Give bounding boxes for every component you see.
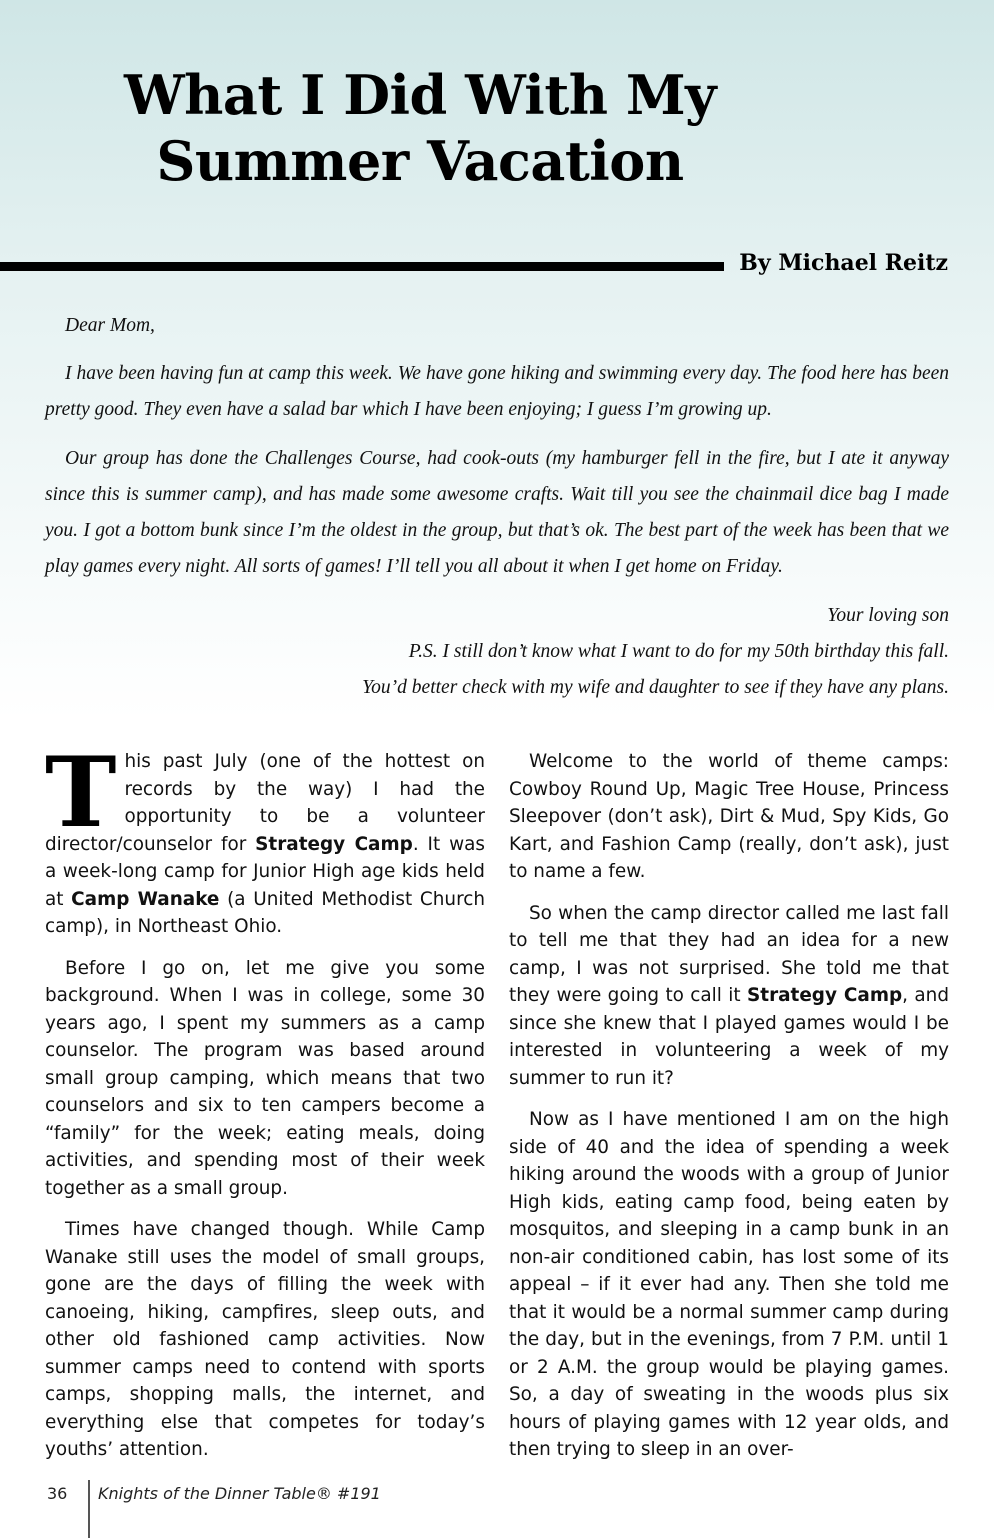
page-number: 36 xyxy=(47,1484,68,1503)
letter-greeting: Dear Mom, xyxy=(65,315,155,336)
header-rule xyxy=(0,262,724,271)
article-title xyxy=(40,62,800,194)
letter-ps-line-2: You’d better check with my wife and daughter to see if they have any plans. xyxy=(362,677,949,698)
body-paragraph-6: Now as I have mentioned I am on the high side of 40 and the idea of spending a week hiking around the woods with a group of Junior High kids, eating camp food, being eaten by mosquitos, and sleeping in a camp bunk in an non-air conditioned cabin, has lost some of its appeal – if it ever had any. Then she told me that it would be a normal summer camp during the day, but in the evenings, from 7 P.M. until 1 or 2 A.M. the group would be playing games. So, a day of sweating in the woods plus six hours of playing games with 12 year olds, and then trying to sleep in an over- xyxy=(509,1109,949,1460)
letter-paragraph-2: Our group has done the Challenges Course, had cook-outs (my hamburger fell in the fire, but I ate it anyway since this is summer camp), and has made some awesome crafts. Wait till you see the chainmail dice bag I made you. I got a bottom bunk since I’m the oldest in the group, but that’s ok. The best part of the week has been that we play games every night. All sorts of games! I’ll tell you all about it when I get home on Friday. xyxy=(45,448,949,577)
body-paragraph-4: Welcome to the world of theme camps: Cowboy Round Up, Magic Tree House, Princess Sleepover (don’t ask), Dirt & Mud, Spy Kids, Go Kart, and Fashion Camp (really, don’t ask), just to name a few. xyxy=(509,751,949,882)
body-paragraph-5: So when the camp director called me last fall to tell me that they had an idea for a new camp, I was not surprised. She told me that they were going to call it Strategy Camp, and since she knew that I played games would I be interested in volunteering a week of my summer to run it? xyxy=(509,902,949,1089)
title-line-2: Summer Vacation xyxy=(156,129,684,193)
letter-block xyxy=(45,308,949,706)
body-column-right xyxy=(509,748,949,1478)
byline: By Michael Reitz xyxy=(739,250,948,276)
letter-signoff: Your loving son xyxy=(827,605,949,626)
title-line-1: What I Did With My xyxy=(124,63,716,127)
letter-ps-line-1: P.S. I still don’t know what I want to do for my 50th birthday this fall. xyxy=(408,641,949,662)
camp-wanake-bold: Camp Wanake xyxy=(71,888,220,910)
body-paragraph-2: Before I go on, let me give you some background. When I was in college, some 30 years ago, I spent my summers as a camp counselor. The program was based around small group camping, which means that two counselors and six to ten campers become a “family” for the week; eating meals, doing activities, and spending most of their week together as a small group. xyxy=(45,957,485,1199)
strategy-camp-bold: Strategy Camp xyxy=(255,833,413,855)
body-column-left xyxy=(45,736,485,1478)
publication-title: Knights of the Dinner Table® #191 xyxy=(98,1484,381,1503)
body-paragraph-3: Times have changed though. While Camp Wanake still uses the model of small groups, gone are the days of filling the week with canoeing, hiking, campfires, sleep outs, and other old fashioned camp activities. Now summer camps need to contend with sports camps, shopping malls, the internet, and everything else that competes for today’s youths’ attention. xyxy=(45,1219,485,1460)
drop-cap: T xyxy=(45,736,117,849)
strategy-camp-bold-2: Strategy Camp xyxy=(747,985,903,1006)
letter-paragraph-1: I have been having fun at camp this week. We have gone hiking and swimming every day. The food here has been pretty good. They even have a salad bar which I have been enjoying; I guess I’m growing up. xyxy=(45,363,949,420)
footer-divider xyxy=(88,1480,90,1538)
body-paragraph-1: This past July (one of the hottest on records by the way) I had the opportunity to be a volunteer director/counselor for Strategy Camp. It was a week-long camp for Junior High age kids held at Camp Wanake (a United Methodist Church camp), in Northeast Ohio. xyxy=(45,736,485,937)
